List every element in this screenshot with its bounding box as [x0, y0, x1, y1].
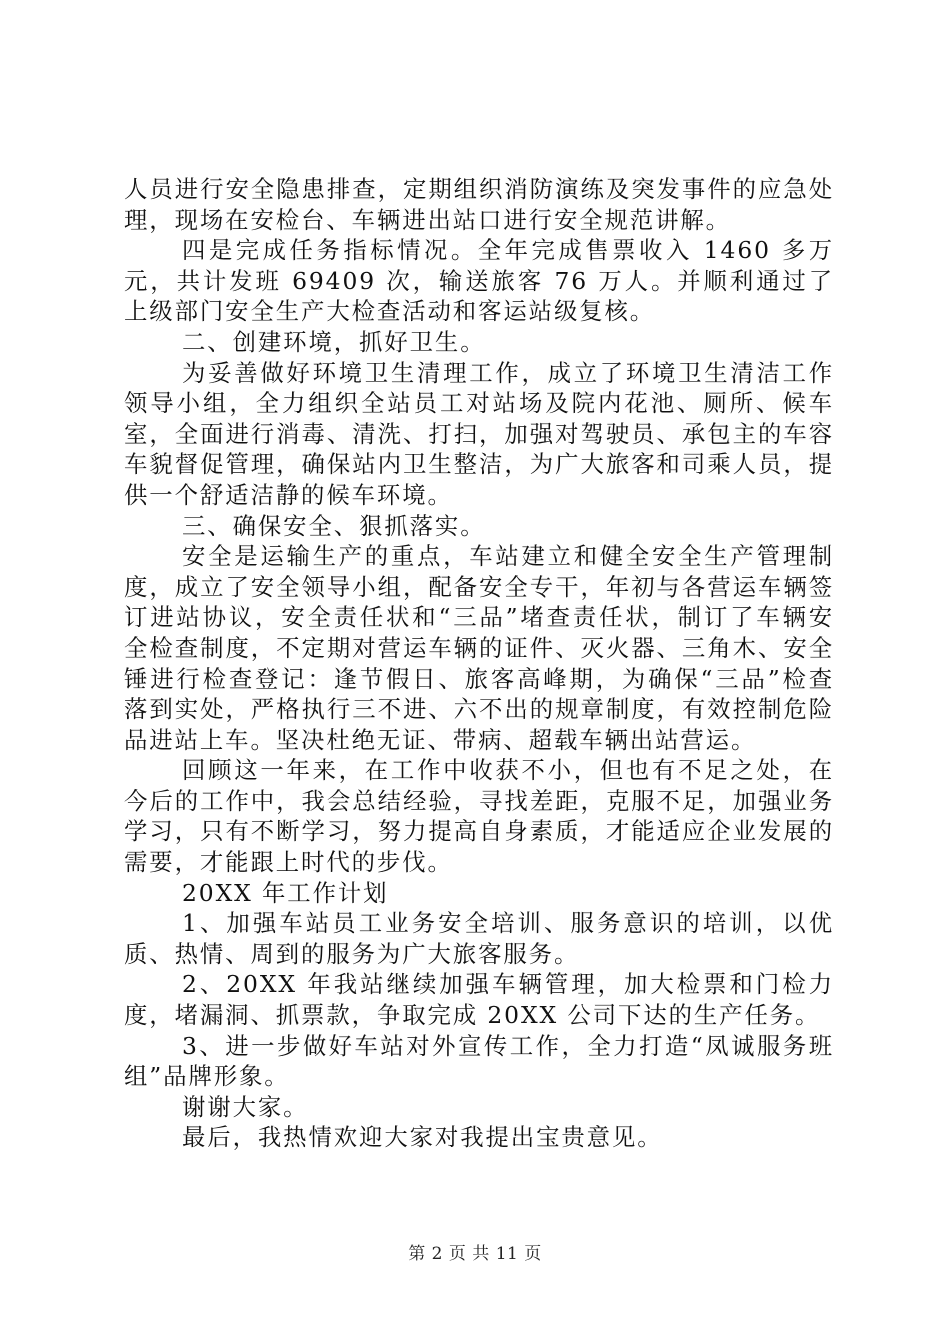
section-heading-environment: 二、创建环境，抓好卫生。 — [182, 327, 486, 356]
paragraph-safety-management: 安全是运输生产的重点，车站建立和健全安全生产管理制度，成立了安全领导小组，配备安全专干，年初与各营运车辆签订进站协议，安全责任状和“三品”堵查责任状，制订了车辆安全检查制度，不定期对营运车辆的证件、灭火器、三角木、安全锤进行检查登记：逢节假日、旅客高峰期，为确保“三品”检查落到实处，严格执行三不进、六不出的规章制度，有效控制危险品进站上车。坚决杜绝无证、带病、超载车辆出站营运。 — [124, 542, 834, 754]
plan-item-3: 3、进一步做好车站对外宣传工作，全力打造“凤诚服务班组”品牌形象。 — [124, 1031, 834, 1091]
paragraph-review: 回顾这一年来，在工作中收获不小，但也有不足之处，在今后的工作中，我会总结经验，寻找差距，克服不足，加强业务学习，只有不断学习，努力提高自身素质，才能适应企业发展的需要，才能跟上时代的步伐。 — [124, 756, 834, 877]
plan-item-1: 1、加强车站员工业务安全培训、服务意识的培训，以优质、热情、周到的服务为广大旅客服务。 — [124, 909, 834, 968]
plan-item-2: 2、20XX 年我站继续加强车辆管理，加大检票和门检力度，堵漏洞、抓票款，争取完成 20XX 公司下达的生产任务。 — [124, 970, 834, 1030]
paragraph-task-indicators: 四是完成任务指标情况。全年完成售票收入 1460 多万元，共计发班 69409 次，输送旅客 76 万人。并顺利通过了上级部门安全生产大检查活动和客运站级复核。 — [124, 236, 834, 326]
section-heading-work-plan: 20XX 年工作计划 — [182, 878, 389, 907]
document-body — [124, 174, 834, 1153]
section-heading-safety: 三、确保安全、狠抓落实。 — [182, 511, 486, 540]
closing-thanks: 谢谢大家。 — [182, 1092, 309, 1121]
paragraph-environment-hygiene: 为妥善做好环境卫生清理工作，成立了环境卫生清洁工作领导小组，全力组织全站员工对站场及院内花池、厕所、候车室，全面进行消毒、清洗、打扫，加强对驾驶员、承包主的车容车貌督促管理，确保站内卫生整洁，为广大旅客和司乘人员，提供一个舒适洁静的候车环境。 — [124, 358, 834, 509]
closing-request-feedback: 最后，我热情欢迎大家对我提出宝贵意见。 — [182, 1123, 663, 1152]
paragraph-safety-inspection-continued: 人员进行安全隐患排查，定期组织消防演练及突发事件的应急处理，现场在安检台、车辆进出站口进行安全规范讲解。 — [124, 175, 834, 234]
page-number-footer: 第 2 页 共 11 页 — [408, 1244, 542, 1264]
